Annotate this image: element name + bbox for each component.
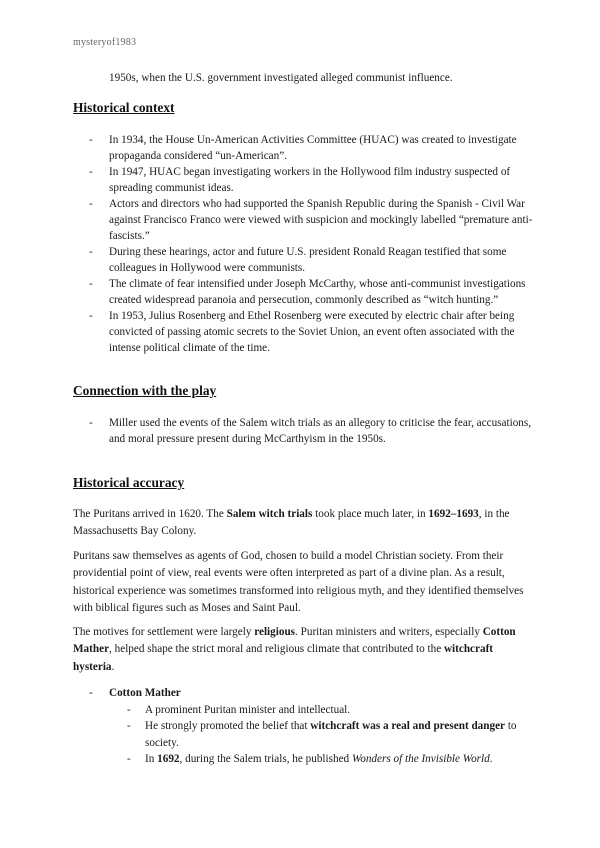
dash-bullet: - [89, 687, 93, 699]
paragraph-providential-view: Puritans saw themselves as agents of God, chosen to build a model Christian society. From their providential point of view, real events were often interpreted as part of a divine plan. As a result, historical experience was sometimes transformed into religious myth, and they identified themselves with biblical figures such as Moses and Saint Paul. [73, 550, 524, 614]
paragraph-puritans-arrival: The Puritans arrived in 1620. The Salem witch trials took place much later, in 1692–1693, in the Massachusetts Bay Colony. [73, 508, 510, 538]
sub-list-item: - A prominent Puritan minister and intellectual. [73, 702, 533, 719]
connection-list [73, 415, 533, 447]
cotton-mather-sublist [73, 702, 533, 768]
list-item [73, 685, 533, 702]
dash-bullet: - [89, 166, 93, 178]
paragraph-settlement-motives: The motives for settlement were largely religious. Puritan ministers and writers, especially Cotton Mather, helped shape the strict moral and religious climate that contributed to the witchcraft hysteria. [73, 626, 516, 673]
heading-historical-accuracy: Historical accuracy [73, 475, 185, 490]
historical-context-list [73, 132, 533, 356]
dash-bullet: - [89, 198, 93, 210]
dash-bullet: - [127, 753, 131, 766]
dash-bullet: - [89, 278, 93, 290]
dash-bullet: - [127, 703, 131, 716]
dash-bullet: - [127, 720, 131, 733]
list-item: - During these hearings, actor and future U.S. president Ronald Reagan testified that some colleagues in Hollywood were communists. [89, 246, 507, 274]
intro-continuation: 1950s, when the U.S. government investigated alleged communist influence. [109, 72, 453, 84]
cotton-mather-list [73, 685, 533, 768]
dash-bullet: - [89, 310, 93, 322]
list-item: - The climate of fear intensified under Joseph McCarthy, whose anti-communist investigations created widespread paranoia and persecution, commonly described as “witch hunting.” [89, 278, 526, 306]
cotton-mather-label: Cotton Mather [109, 687, 181, 699]
list-item: - In 1953, Julius Rosenberg and Ethel Rosenberg were executed by electric chair after being convicted of passing atomic secrets to the Soviet Union, an event often associated with the intense political climate of the time. [89, 310, 515, 354]
dash-bullet: - [89, 246, 93, 258]
sub-list-item: - In 1692, during the Salem trials, he published Wonders of the Invisible World. [73, 751, 533, 768]
list-item: - Actors and directors who had supported the Spanish Republic during the Spanish - Civil War against Francisco Franco were viewed with suspicion and mockingly labelled “premature anti-fascists.” [89, 198, 533, 242]
dash-bullet: - [89, 417, 93, 429]
list-item: - Miller used the events of the Salem witch trials as an allegory to criticise the fear, accusations, and moral pressure present during McCarthyism in the 1950s. [89, 417, 532, 445]
dash-bullet: - [89, 134, 93, 146]
heading-connection-with-the-play: Connection with the play [73, 383, 217, 398]
page-header-username: mysteryof1983 [73, 37, 137, 48]
list-item: - In 1934, the House Un-American Activities Committee (HUAC) was created to investigate propaganda considered “un-American”. [89, 134, 517, 162]
list-item: - In 1947, HUAC began investigating workers in the Hollywood film industry suspected of spreading communist ideas. [89, 166, 511, 194]
sub-list-item: - He strongly promoted the belief that witchcraft was a real and present danger to society. [127, 720, 517, 749]
heading-historical-context: Historical context [73, 100, 175, 115]
